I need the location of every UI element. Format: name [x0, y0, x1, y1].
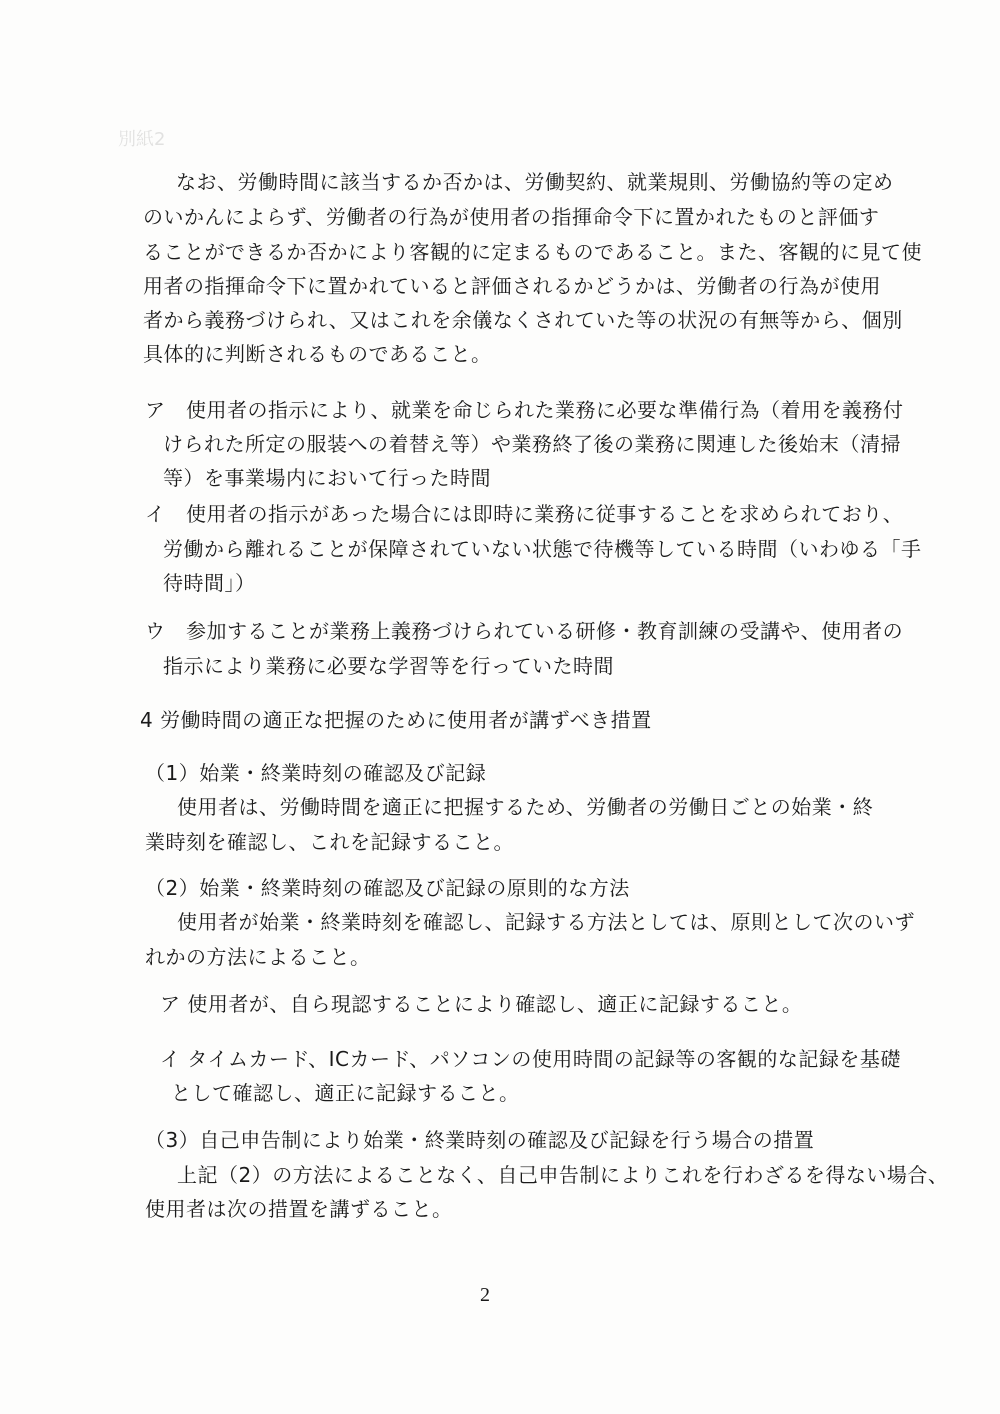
subsection-1-line-2: 業時刻を確認し、これを記録すること。 [145, 830, 514, 854]
page-number: 2 [480, 1284, 490, 1306]
intro-line-2: のいかんによらず、労働者の行為が使用者の指揮命令下に置かれたものと評価す [143, 205, 880, 229]
item-a-line-2: けられた所定の服装への着替え等）や業務終了後の業務に関連した後始末（清掃 [163, 432, 901, 456]
intro-line-5: 者から義務づけられ、又はこれを余儀なくされていた等の状況の有無等から、個別 [143, 308, 903, 332]
subsection-1-heading: （1）始業・終業時刻の確認及び記録 [145, 761, 487, 785]
item-u-line-1: ウ 参加することが業務上義務づけられている研修・教育訓練の受講や、使用者の [145, 619, 904, 643]
section-4-heading: 4 労働時間の適正な把握のために使用者が講ずべき措置 [140, 708, 652, 732]
item-i-line-3: 待時間」） [163, 571, 256, 595]
corner-mark: 別紙2 [118, 129, 166, 150]
item-a-line-3: 等）を事業場内において行った時間 [163, 466, 491, 490]
subsection-3-line-1: 上記（2）の方法によることなく、自己申告制によりこれを行わざるを得ない場合、 [177, 1163, 949, 1187]
subsection-1-line-1: 使用者は、労働時間を適正に把握するため、労働者の労働日ごとの始業・終 [177, 795, 874, 819]
item-i-line-1: イ 使用者の指示があった場合には即時に業務に従事することを求められており、 [145, 502, 904, 526]
subsection-2-heading: （2）始業・終業時刻の確認及び記録の原則的な方法 [145, 876, 630, 900]
intro-line-3: ることができるか否かにより客観的に定まるものであること。また、客観的に見て使 [143, 240, 922, 264]
subsection-2-line-1: 使用者が始業・終業時刻を確認し、記録する方法としては、原則として次のいず [177, 910, 915, 934]
subsection-3-line-2: 使用者は次の措置を講ずること。 [145, 1197, 453, 1221]
subsection-2-item-a: ア 使用者が、自ら現認することにより確認し、適正に記録すること。 [160, 992, 803, 1016]
intro-line-6: 具体的に判断されるものであること。 [143, 342, 492, 366]
item-a-line-1: ア 使用者の指示により、就業を命じられた業務に必要な準備行為（着用を義務付 [145, 398, 904, 422]
subsection-3-heading: （3）自己申告制により始業・終業時刻の確認及び記録を行う場合の措置 [145, 1128, 815, 1152]
intro-line-1: なお、労働時間に該当するか否かは、労働契約、就業規則、労働協約等の定め [176, 170, 894, 194]
subsection-2-item-i-line-2: として確認し、適正に記録すること。 [171, 1081, 520, 1105]
subsection-2-line-2: れかの方法によること。 [145, 945, 371, 969]
subsection-2-item-i-line-1: イ タイムカード、ICカード、パソコンの使用時間の記録等の客観的な記録を基礎 [160, 1047, 901, 1071]
item-u-line-2: 指示により業務に必要な学習等を行っていた時間 [163, 654, 614, 678]
item-i-line-2: 労働から離れることが保障されていない状態で待機等している時間（いわゆる「手 [163, 537, 922, 561]
intro-line-4: 用者の指揮命令下に置かれていると評価されるかどうかは、労働者の行為が使用 [143, 274, 881, 298]
